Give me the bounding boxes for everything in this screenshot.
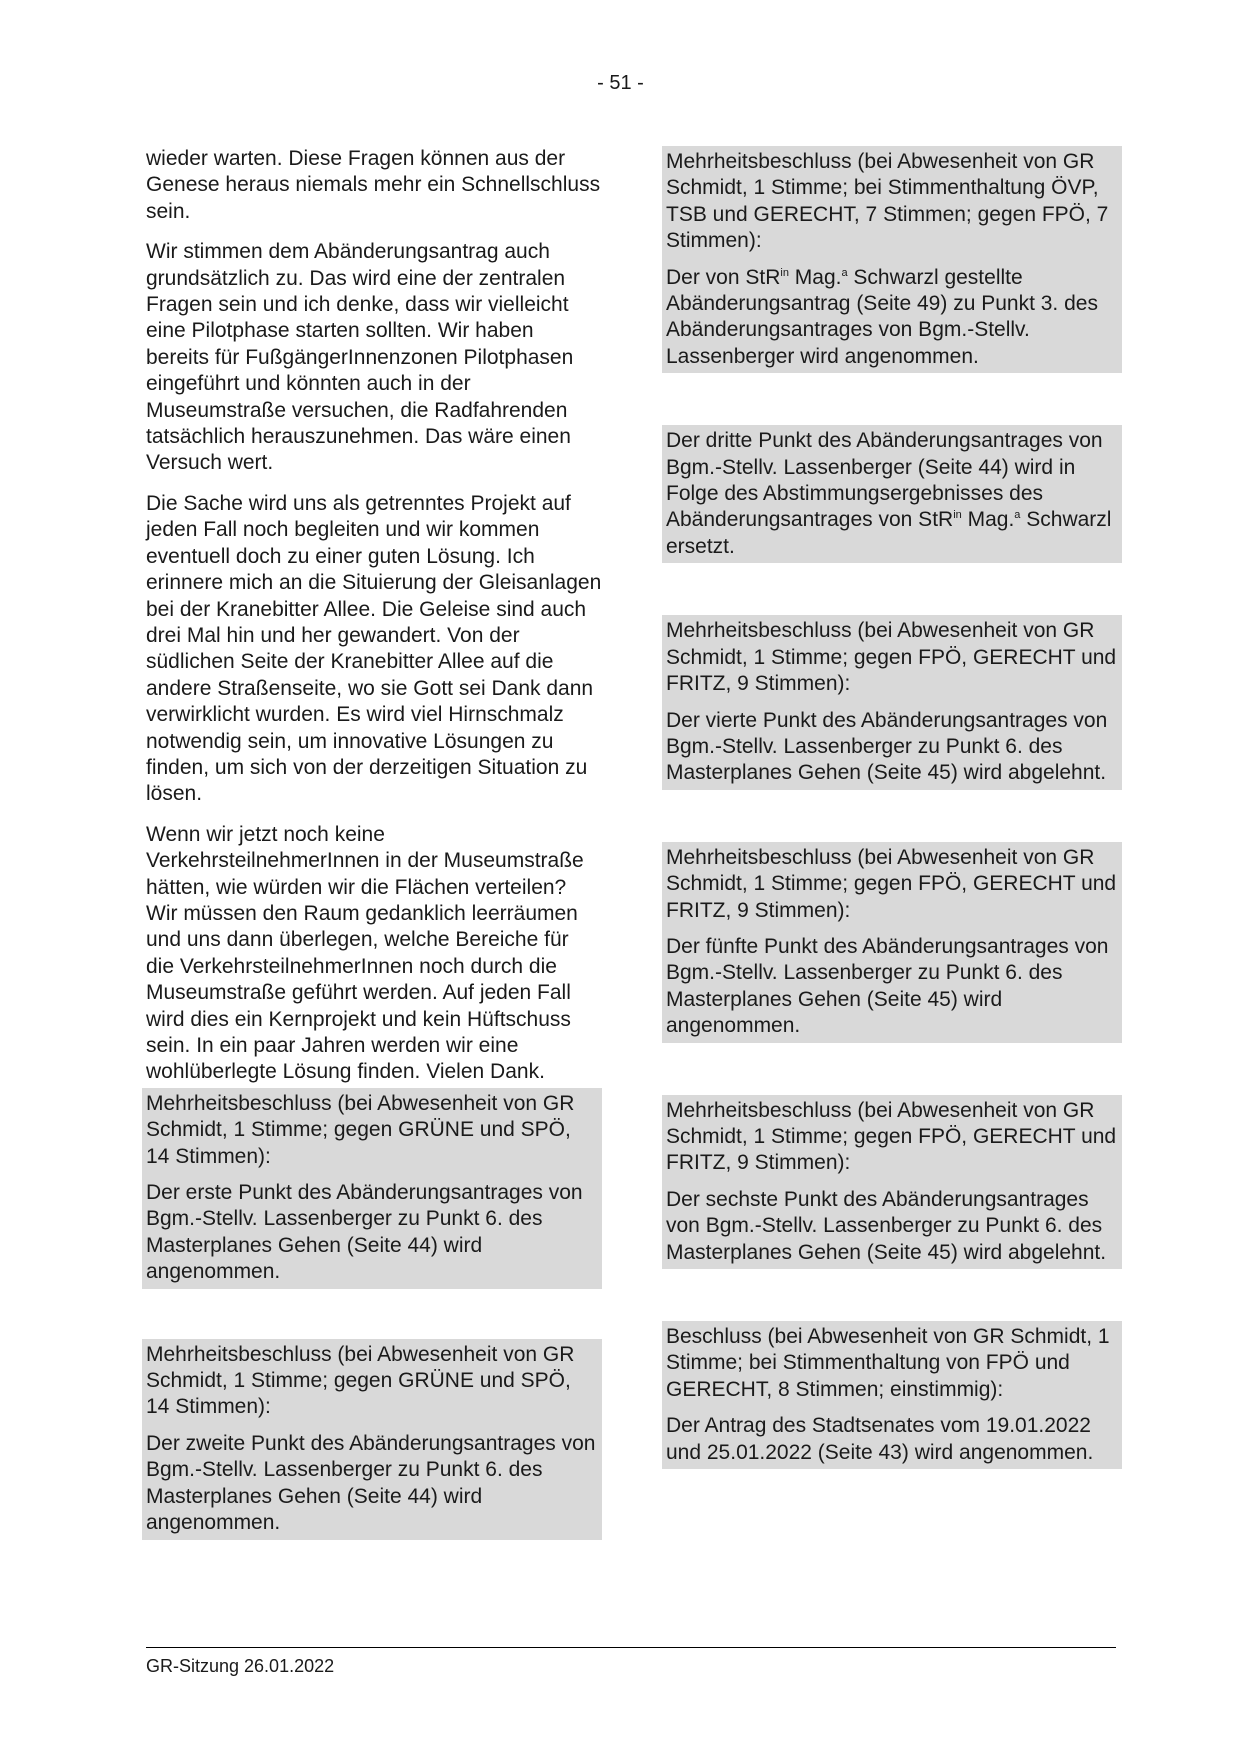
footer-divider [146,1647,1116,1648]
resolution-text: Der dritte Punkt des Abänderungsantrages von Bgm.-Stellv. Lassenberger (Seite 44) wird in Folge des Abstimmungsergebnisses des Abänderungsantrages von StR$^{in}$ Mag.$^a$ Schwarzl ersetzt. [666,429,1112,558]
vote-result: Mehrheitsbeschluss (bei Abwesenheit von GR Schmidt, 1 Stimme; gegen FPÖ, GERECHT und FRITZ, 9 Stimmen): [666,845,1117,922]
vote-result: Mehrheitsbeschluss (bei Abwesenheit von GR Schmidt, 1 Stimme; gegen GRÜNE und SPÖ, 14 Stimmen): [146,1342,575,1419]
vote-result: Mehrheitsbeschluss (bei Abwesenheit von GR Schmidt, 1 Stimme; gegen GRÜNE und SPÖ, 14 Stimmen): [146,1091,575,1168]
vote-result: Beschluss (bei Abwesenheit von GR Schmidt, 1 Stimme; bei Stimmenthaltung von FPÖ und GERECHT, 8 Stimmen; einstimmig): [666,1325,1110,1401]
paragraph: Wir stimmen dem Abänderungsantrag auch grundsätzlich zu. Das wird eine der zentralen Fragen sein und ich denke, dass wir vielleicht eine Pilotphase starten sollten. Wir haben bereits für FußgängerInnenzonen Pilotphasen eingeführt und könnten auch in der Museumstraße versuchen, die Radfahrenden tatsächlich herauszunehmen. Das wäre einen Versuch wert. [146,240,574,475]
vote-result: Mehrheitsbeschluss (bei Abwesenheit von GR Schmidt, 1 Stimme; bei Stimmenthaltung ÖVP, TSB und GERECHT, 7 Stimmen; gegen FPÖ, 7 Stimmen): [666,150,1109,253]
right-column [666,146,1122,1469]
vote-result: Mehrheitsbeschluss (bei Abwesenheit von GR Schmidt, 1 Stimme; gegen FPÖ, GERECHT und FRITZ, 9 Stimmen): [666,619,1117,696]
paragraph: wieder warten. Diese Fragen können aus der Genese heraus niemals mehr ein Schnellschluss sein. [146,147,601,223]
left-column [146,146,602,1540]
resolution-text: Der Antrag des Stadtsenates vom 19.01.2022 und 25.01.2022 (Seite 43) wird angenommen. [666,1414,1094,1464]
resolution-text: Der fünfte Punkt des Abänderungsantrages von Bgm.-Stellv. Lassenberger zu Punkt 6. des Masterplanes Gehen (Seite 45) wird angenommen. [666,934,1109,1038]
resolution-box-5 [662,615,1122,789]
resolution-box-2 [142,1339,602,1540]
resolution-text: Der vierte Punkt des Abänderungsantrages von Bgm.-Stellv. Lassenberger zu Punkt 6. des Masterplanes Gehen (Seite 45) wird abgelehnt. [666,708,1108,785]
resolution-text: Der zweite Punkt des Abänderungsantrages von Bgm.-Stellv. Lassenberger zu Punkt 6. des Masterplanes Gehen (Seite 44) wird angenommen. [146,1431,596,1535]
resolution-text: Der sechste Punkt des Abänderungsantrages von Bgm.-Stellv. Lassenberger zu Punkt 6. des Masterplanes Gehen (Seite 45) wird abgelehnt. [666,1187,1107,1264]
resolution-text: Der erste Punkt des Abänderungsantrages von Bgm.-Stellv. Lassenberger zu Punkt 6. des Masterplanes Gehen (Seite 44) wird angenommen. [146,1181,583,1284]
resolution-text: Der von StR$^{in}$ Mag.$^a$ Schwarzl gestellte Abänderungsantrag (Seite 49) zu Punkt 3. des Abänderungsantrages von Bgm.-Stellv. Lassenberger wird angenommen. [666,265,1098,368]
page-number: - 51 - [597,72,644,94]
resolution-box-3 [662,146,1122,373]
resolution-box-4 [662,425,1122,563]
resolution-box-7 [662,1095,1122,1269]
resolution-box-8 [662,1321,1122,1469]
resolution-box-6 [662,842,1122,1043]
vote-result: Mehrheitsbeschluss (bei Abwesenheit von GR Schmidt, 1 Stimme; gegen FPÖ, GERECHT und FRITZ, 9 Stimmen): [666,1098,1117,1175]
resolution-box-1 [142,1088,602,1289]
footer-text: GR-Sitzung 26.01.2022 [146,1656,335,1676]
paragraph: Wenn wir jetzt noch keine VerkehrsteilnehmerInnen in der Museumstraße hätten, wie würden wir die Flächen verteilen? Wir müssen den Raum gedanklich leerräumen und uns dann überlegen, welche Bereiche für die VerkehrsteilnehmerInnen noch durch die Museumstraße geführt werden. Auf jeden Fall wird dies ein Kernprojekt und kein Hüftschuss sein. In ein paar Jahren werden wir eine wohlüberlegte Lösung finden. Vielen Dank. [146,822,584,1084]
paragraph: Die Sache wird uns als getrenntes Projekt auf jeden Fall noch begleiten und wir kommen eventuell doch zu einer guten Lösung. Ich erinnere mich an die Situierung der Gleisanlagen bei der Kranebitter Allee. Die Geleise sind auch drei Mal hin und her gewandert. Von der südlichen Seite der Kranebitter Allee auf die andere Straßenseite, wo sie Gott sei Dank dann verwirklicht wurden. Es wird viel Hirnschmalz notwendig sein, um innovative Lösungen zu finden, um sich von der derzeitigen Situation zu lösen. [146,491,602,806]
